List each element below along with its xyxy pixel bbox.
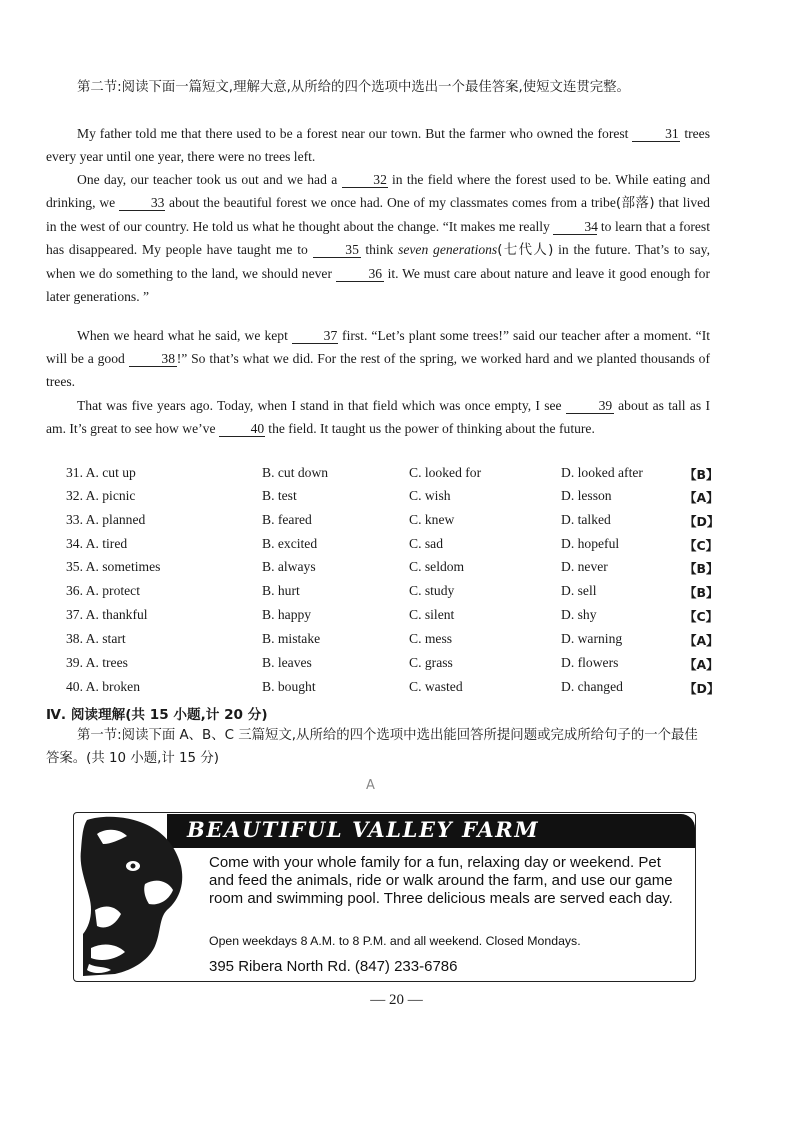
passage-text-cn: (部落): [615, 196, 655, 211]
option-a: 32. A. picnic: [66, 488, 136, 503]
answer-key: 【A】: [684, 633, 719, 648]
option-c: C. looked for: [409, 465, 482, 480]
page-number: — 20 —: [370, 992, 423, 1008]
option-d: D. never: [561, 559, 608, 574]
passage-text: first. “Let’s plant some trees!” said our teacher after a moment. “It will be a good: [46, 328, 711, 366]
option-a: 36. A. protect: [66, 583, 140, 598]
option-b: B. always: [262, 559, 316, 574]
answer-key: 【C】: [684, 609, 719, 624]
passage-text: That was five years ago. Today, when I stand in that field which was once empty, I see: [77, 398, 562, 413]
ad-body: Come with your whole family for a fun, relaxing day or weekend. Pet and feed the animals, ride or walk around the farm, and use our game room and swimming pool. Three delicious meals are served each day.: [209, 854, 673, 907]
passage-text-cn: (七代人): [497, 243, 554, 258]
option-b: B. happy: [262, 607, 312, 622]
option-a: 33. A. planned: [66, 512, 146, 527]
question-row-31: [66, 465, 719, 487]
horse-icon: [75, 814, 195, 978]
passage-text: that lived in the west of our country. He told us what he thought about the change. “It makes me really: [46, 195, 710, 234]
passage-label: A: [366, 778, 375, 793]
option-d: D. looked after: [561, 465, 643, 480]
option-d: D. shy: [561, 607, 597, 622]
option-d: D. talked: [561, 512, 611, 527]
option-c: C. seldom: [409, 559, 465, 574]
blank-37: 37: [292, 328, 338, 344]
blank-36: 36: [336, 266, 384, 282]
option-d: D. lesson: [561, 488, 612, 503]
answer-key: 【A】: [684, 657, 719, 672]
passage-paragraph-4: [46, 394, 710, 440]
passage-text: it. We must care about nature and leave it good enough for later generations. ”: [46, 266, 711, 304]
option-d: D. sell: [561, 583, 597, 598]
section-4-heading: Ⅳ. 阅读理解(共 15 小题,计 20 分): [46, 707, 268, 723]
section-2-title: 第二节:阅读下面一篇短文,理解大意,从所给的四个选项中选出一个最佳答案,使短文连贯完整。: [77, 80, 630, 95]
blank-32: 32: [342, 172, 388, 188]
option-c: C. mess: [409, 631, 453, 646]
section-4-instruction: 第一节:阅读下面 A、B、C 三篇短文,从所给的四个选项中选出能回答所提问题或完成所给句子的一个最佳答案。(共 10 小题,计 15 分): [46, 728, 698, 766]
option-b: B. mistake: [262, 631, 321, 646]
passage-text: about as tall as I am. It’s great to see how we’ve: [46, 398, 710, 436]
blank-35: 35: [313, 242, 361, 258]
blank-39: 39: [566, 398, 614, 414]
option-c: C. knew: [409, 512, 455, 527]
question-row-37: [66, 607, 719, 629]
option-d: D. hopeful: [561, 536, 620, 551]
option-b: B. test: [262, 488, 297, 503]
passage-text: in the future. That’s to say, when we do something to the land, we should never: [46, 242, 710, 281]
passage-text: !” So that’s what we did. For the rest of the spring, we worked hard and we planted thousands of trees.: [46, 351, 710, 389]
option-c: C. wish: [409, 488, 451, 503]
option-b: B. hurt: [262, 583, 300, 598]
question-row-34: [66, 536, 719, 558]
option-a: 35. A. sometimes: [66, 559, 161, 574]
question-row-35: [66, 559, 719, 581]
option-d: D. warning: [561, 631, 623, 646]
option-c: C. grass: [409, 655, 453, 670]
question-row-40: [66, 679, 720, 701]
passage-text: trees every year until one year, there were no trees left.: [46, 126, 711, 164]
answer-key: 【D】: [684, 681, 720, 696]
passage-text: When we heard what he said, we kept: [77, 328, 288, 343]
option-c: C. wasted: [409, 679, 463, 694]
option-a: 38. A. start: [66, 631, 126, 646]
passage-paragraph-2: [46, 168, 710, 308]
blank-31: 31: [632, 126, 680, 142]
answer-key: 【A】: [684, 490, 719, 505]
passage-text: One day, our teacher took us out and we had a: [77, 172, 338, 187]
farm-advertisement: [73, 812, 696, 982]
passage-paragraph-3: [46, 324, 710, 393]
question-row-36: [66, 583, 719, 605]
ad-address: 395 Ribera North Rd. (847) 233-6786: [209, 958, 458, 975]
blank-38: 38: [129, 351, 177, 367]
option-b: B. excited: [262, 536, 318, 551]
answer-key: 【B】: [684, 561, 719, 576]
ad-title: BEAUTIFUL VALLEY FARM: [187, 817, 540, 842]
blank-40: 40: [219, 421, 265, 437]
blank-33: 33: [119, 195, 165, 211]
option-b: B. feared: [262, 512, 312, 527]
answer-key: 【B】: [684, 467, 719, 482]
option-d: D. flowers: [561, 655, 619, 670]
question-row-33: [66, 512, 720, 534]
passage-paragraph-1: [46, 122, 710, 168]
option-b: B. leaves: [262, 655, 312, 670]
answer-key: 【C】: [684, 538, 719, 553]
option-a: 37. A. thankful: [66, 607, 148, 622]
option-a: 39. A. trees: [66, 655, 128, 670]
option-a: 31. A. cut up: [66, 465, 136, 480]
passage-text: the field. It taught us the power of thinking about the future.: [268, 421, 595, 436]
question-row-32: [66, 488, 719, 510]
option-c: C. sad: [409, 536, 443, 551]
answer-key: 【D】: [684, 514, 720, 529]
ad-hours: Open weekdays 8 A.M. to 8 P.M. and all weekend. Closed Mondays.: [209, 934, 581, 948]
option-c: C. study: [409, 583, 455, 598]
option-c: C. silent: [409, 607, 455, 622]
option-a: 40. A. broken: [66, 679, 141, 694]
option-b: B. bought: [262, 679, 316, 694]
passage-text: in the field where the forest used to be. While eating and drinking, we: [46, 172, 710, 210]
blank-34: 34: [553, 219, 597, 235]
question-row-39: [66, 655, 719, 677]
option-b: B. cut down: [262, 465, 329, 480]
passage-text: think: [365, 242, 394, 257]
passage-text-italic: seven generations: [398, 242, 498, 257]
option-d: D. changed: [561, 679, 623, 694]
answer-key: 【B】: [684, 585, 719, 600]
passage-text: My father told me that there used to be a forest near our town. But the farmer who owned the forest: [77, 126, 629, 141]
passage-text: about the beautiful forest we once had. One of my classmates comes from a tribe: [169, 195, 616, 210]
option-a: 34. A. tired: [66, 536, 128, 551]
passage-text: to learn that a forest has disappeared. My people have taught me to: [46, 219, 710, 257]
question-row-38: [66, 631, 719, 653]
